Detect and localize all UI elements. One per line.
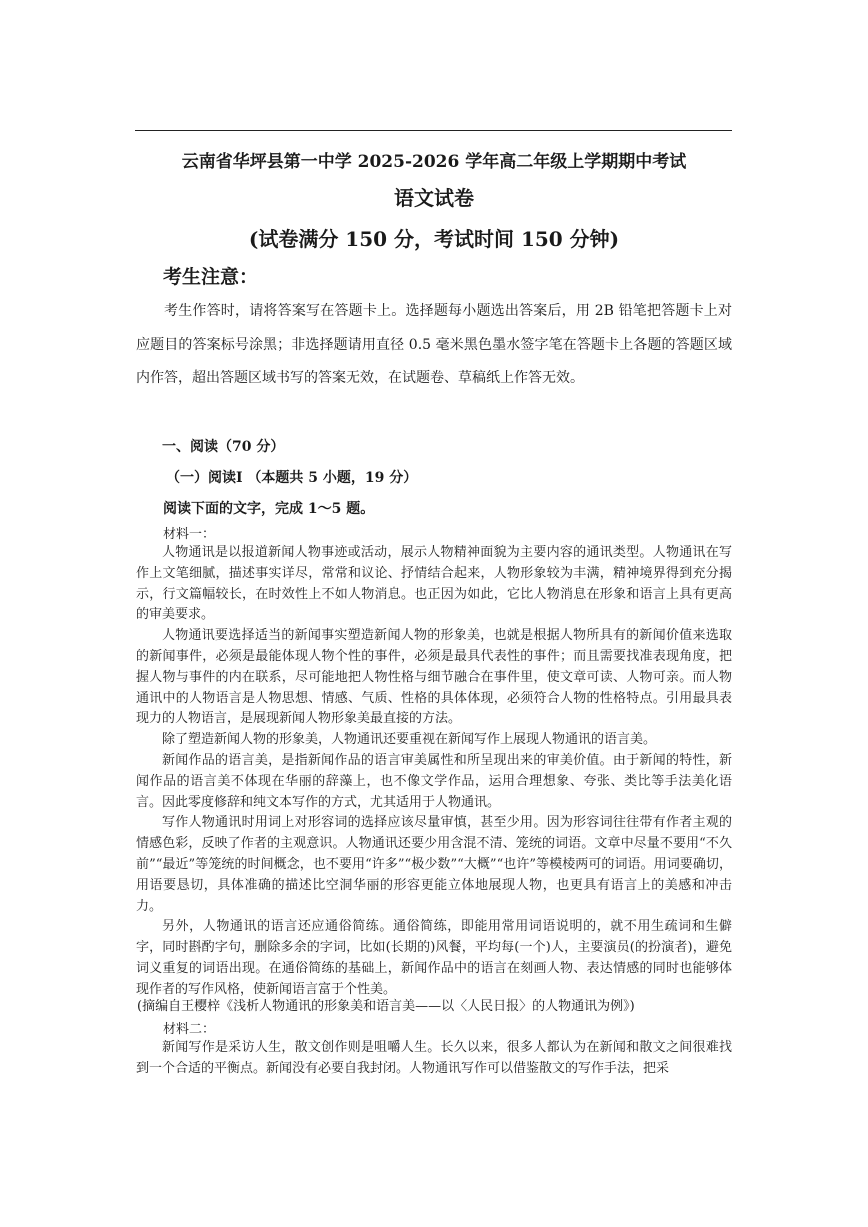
subsection-title: （一）阅读Ⅰ （本题共 5 小题，19 分）: [166, 470, 418, 486]
notice-heading: 考生注意：: [163, 266, 259, 288]
paragraph: 新闻写作是采访人生，散文创作则是咀嚼人生。长久以来，很多人都认为在新闻和散文之间很难找到一个合适的平衡点。新闻没有必要自我封闭。人物通讯写作可以借鉴散文的写作手法，把采: [136, 1040, 732, 1076]
material1-body: [136, 543, 732, 1001]
paragraph: 除了塑造新闻人物的形象美，人物通讯还要重视在新闻写作上展现人物通讯的语言美。: [162, 732, 657, 748]
subject-title: 语文试卷: [394, 186, 474, 210]
section-title: 一、阅读（70 分）: [162, 439, 285, 455]
material2-body: [136, 1038, 732, 1080]
paragraph: 写作人物通讯时用词上对形容词的选择应该尽量审慎，甚至少用。因为形容词往往带有作者主观的情感色彩，反映了作者的主观意识。人物通讯还要少用含混不清、笼统的词语。文章中尽量不要用“不久前”“最近”等笼统的时间概念，也不要用“许多”“极少数”“大概”“也许”等模棱两可的词语。用词要确切，用语要恳切，具体准确的描述比空洞华丽的形容更能立体地展现人物，也更具有语言上的美感和冲击力。: [136, 815, 732, 914]
instruction: 阅读下面的文字，完成 1～5 题。: [163, 501, 375, 517]
paragraph: 人物通讯要选择适当的新闻事实塑造新闻人物的形象美，也就是根据人物所具有的新闻价值来选取的新闻事件，必须是最能体现人物个性的事件，必须是最具代表性的事件；而且需要找准表现角度，把握人物与事件的内在联系，尽可能地把人物性格与细节融合在事件里，使文章可读、人物可亲。而人物通讯中的人物语言是人物思想、情感、气质、性格的具体体现，必须符合人物的性格特点。引用最具表现力的人物语言，是展现新闻人物形象美最直接的方法。: [136, 628, 732, 727]
paragraph: 人物通讯是以报道新闻人物事迹或活动，展示人物精神面貌为主要内容的通讯类型。人物通讯在写作上文笔细腻，描述事实详尽，常常和议论、抒情结合起来，人物形象较为丰满，精神境界得到充分揭示，行文篇幅较长，在时效性上不如人物消息。也正因为如此，它比人物消息在形象和语言上具有更高的审美要求。: [136, 545, 732, 623]
top-rule: [135, 130, 732, 131]
school-title: 云南省华坪县第一中学 2025-2026 学年高二年级上学期期中考试: [181, 152, 687, 172]
paragraph: 新闻作品的语言美，是指新闻作品的语言审美属性和所呈现出来的审美价值。由于新闻的特性，新闻作品的语言美不体现在华丽的辞藻上，也不像文学作品，运用合理想象、夸张、类比等手法美化语言。因此零度修辞和纯文本写作的方式，尤其适用于人物通讯。: [136, 752, 732, 810]
paragraph: 另外，人物通讯的语言还应通俗简练。通俗简练，即能用常用词语说明的，就不用生疏词和生僻字，同时斟酌字句，删除多余的字词，比如(长期的)风餐，平均每(一个)人，主要演员(的扮演者)，避免词义重复的词语出现。在通俗简练的基础上，新闻作品中的语言在刻画人物、表达情感的同时也能够体现作者的写作风格，使新闻语言富于个性美。: [136, 919, 732, 997]
exam-info: (试卷满分 150 分，考试时间 150 分钟): [248, 227, 620, 251]
notice-text: 考生作答时，请将答案写在答题卡上。选择题每小题选出答案后，用 2B 铅笔把答题卡上对应题目的答案标号涂黑；非选择题请用直径 0.5 毫米黑色墨水签字笔在答题卡上各题的答题区域内作答，超出答题区域书写的答案无效，在试题卷、草稿纸上作答无效。: [136, 303, 732, 386]
material2-label: 材料二：: [163, 1022, 216, 1037]
material1-source: (摘编自王樱梓《浅析人物通讯的形象美和语言美——以〈人民日报〉的人物通讯为例》): [137, 999, 635, 1014]
material1-label: 材料一：: [163, 527, 216, 542]
